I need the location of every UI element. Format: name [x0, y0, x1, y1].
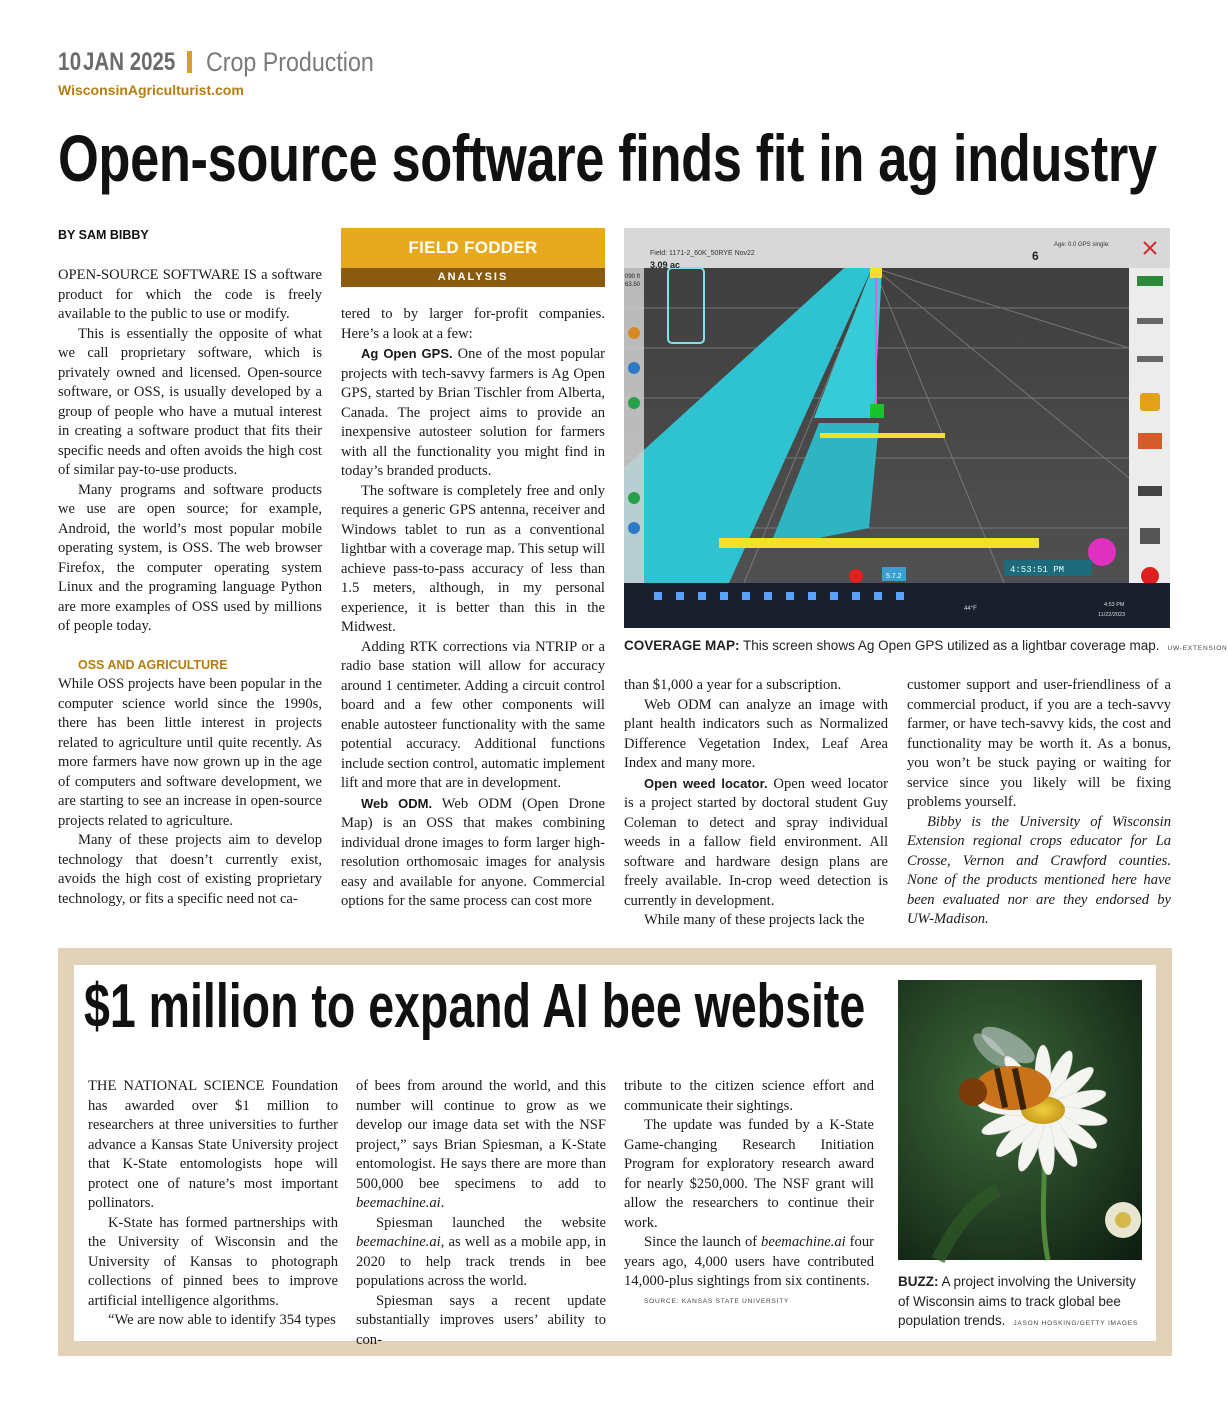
run-in-head: Ag Open GPS. [361, 346, 453, 361]
lead-in: OPEN-SOURCE SOFTWARE IS [58, 267, 257, 283]
bee-column-2 [356, 1077, 606, 1350]
paragraph-text: four years ago, 4,000 users have contributed 14,000-plus sightings from six continents. [624, 1234, 874, 1289]
screen-side-a: 090 ft [625, 274, 641, 280]
gps-screen-illustration [624, 228, 1170, 628]
subhead: OSS AND AGRICULTURE [78, 657, 228, 672]
article-headline: Open-source software finds fit in ag industry [58, 121, 1157, 195]
paragraph: The software is completely free and only requires a generic GPS antenna, receiver and Windows tablet to run as a conventional lightbar with a coverage map. This setup will achieve pass-to-pass accuracy of less than 1.5 meters, although, in my personal experience, it is better than this in the Midwest. [341, 482, 605, 635]
article-column-3 [624, 676, 888, 931]
screen-side-b: 63.50 [625, 282, 641, 288]
caption-label: BUZZ: [898, 1274, 939, 1289]
lead-in: THE NATIONAL SCIENCE [88, 1078, 265, 1094]
figure-caption [624, 638, 1228, 653]
site-url[interactable]: WisconsinAgriculturist.com [58, 82, 244, 98]
caption-text: This screen shows Ag Open GPS utilized as a lightbar coverage map. [739, 638, 1160, 653]
bee-photo [898, 980, 1142, 1260]
paragraph [88, 1077, 338, 1214]
screen-field-label: Field: 1171-2_60K_50RYE Nov22 [650, 250, 755, 257]
paragraph-text: Open weed locator is a project started by doctoral student Guy Coleman to detect and spray individual weeds in a fallow field environment. All software and hardware design plans are freely available. In-crop weed detection is currently in development. [624, 775, 888, 909]
paragraph-text: a software product for which the code is freely available to the public to use or modify. [58, 267, 322, 322]
paragraph [356, 1077, 606, 1214]
paragraph: Many programs and software products we use are open source; for example, Android, the world’s most popular mobile operating system, is OSS. The web browser Firefox, the computer operating system Linux and the programing language Python are more examples of OSS used by millions of people today. [58, 481, 322, 634]
bee-on-flower-illustration [898, 980, 1142, 1260]
paragraph [341, 794, 605, 912]
issue-date: JAN 2025 [82, 47, 176, 76]
caption-label: COVERAGE MAP: [624, 638, 740, 653]
bee-photo-caption [898, 1272, 1148, 1334]
paragraph-text: Since the launch of [644, 1234, 762, 1250]
section-name: Crop Production [206, 46, 375, 77]
coverage-map-photo [624, 228, 1170, 628]
paragraph [356, 1214, 606, 1292]
page-folio [58, 44, 402, 80]
article-column-1 [58, 266, 322, 909]
source-line: SOURCE: KANSAS STATE UNIVERSITY [644, 1297, 790, 1305]
website-link[interactable]: beemachine.ai [356, 1195, 441, 1211]
folio-divider [187, 51, 192, 73]
paragraph: While many of these projects lack the [644, 912, 865, 928]
paragraph-text: . [440, 1195, 445, 1211]
run-in-head: Open weed locator. [644, 775, 768, 791]
sidebar-headline: $1 million to expand AI bee website [84, 972, 866, 1041]
screen-task-date: 11/22/2023 [1098, 612, 1126, 618]
bee-column-3 [624, 1077, 874, 1311]
paragraph-text: , as well as a mobile app, in 2020 to help track trends in bee populations across the world. [356, 1234, 606, 1289]
paragraph: Many of these projects aim to develop technology that doesn’t currently exist, avoids the high cost of existing proprietary technology, or fits a specific need not ca- [58, 832, 322, 907]
banner-title: FIELD FODDER [341, 228, 605, 268]
paragraph: tribute to the citizen science effort and communicate their sightings. [624, 1078, 874, 1114]
paragraph: K-State has formed partnerships with the University of Wisconsin and the University of Kansas to photograph collections of pinned bees to improve artificial intelligence algorithms. [88, 1214, 338, 1309]
website-link[interactable]: beemachine.ai [761, 1234, 846, 1250]
paragraph-text: of bees from around the world, and this number will continue to grow as we develop our image data set with the NSF project,” says Brian Spiesman, a K-State entomologist. He says there are more than 500,000 bee specimens to add to [356, 1078, 606, 1192]
paragraph: Web ODM can analyze an image with plant health indicators such as Normalized Difference Vegetation Index, Leaf Area Index and many more. [624, 696, 888, 771]
paragraph: The update was funded by a K-State Game-changing Research Initiation Program for exploratory research award for nearly $250,000. The NSF grant will allow the researchers to continue their work. [624, 1117, 874, 1231]
bee-column-1 [88, 1077, 338, 1331]
website-link[interactable]: beemachine.ai [356, 1234, 441, 1250]
field-fodder-banner [341, 228, 605, 287]
author-bio: Bibby is the University of Wisconsin Extension regional crops educator for La Crosse, Vernon and Crawford counties. None of the products mentioned here have been evaluated nor are they endorsed by UW-Madison. [907, 813, 1171, 927]
screen-counter: 6 [1032, 249, 1039, 263]
banner-label: ANALYSIS [341, 268, 605, 287]
screen-clock: 4:53:51 PM [1010, 565, 1065, 575]
paragraph [58, 266, 322, 325]
paragraph: This is essentially the opposite of what we call proprietary software, which is privately owned and licensed. Open-source software, or OSS, is usually developed by a group of people who have a mutual interest in creating a software product that fits their specific needs and often avoids the high cost of similar pay-to-use products. [58, 325, 322, 478]
paragraph [341, 344, 605, 482]
photo-credit: JASON HOSKING/GETTY IMAGES [1013, 1320, 1139, 1327]
paragraph: Spiesman says a recent update substantially improves users’ ability to con- [356, 1292, 606, 1348]
paragraph-text: Spiesman launched the website [376, 1214, 606, 1231]
screen-task-time: 4:53 PM [1104, 602, 1125, 608]
article-column-2 [341, 305, 605, 912]
screen-zoom: 5.7.2 [886, 573, 902, 580]
paragraph: customer support and user-friendliness of a commercial product, if you are a tech-savvy farmer, or have tech-savvy kids, the cost and functionality may be worth it. As a bonus, you won’t be stuck paying or waiting for service since you likely will be fixing problems yourself. [907, 677, 1171, 810]
paragraph: While OSS projects have been popular in the computer science world since the 1990s, there has been little interest in projects related to agriculture until quite recently. As more farmers have now grown up in the age of computers and software development, we are starting to see an increase in open-source projects related to agriculture. [58, 676, 322, 829]
screen-gps-status: Age: 0.0 GPS single: [1054, 242, 1110, 248]
photo-credit: UW-EXTENSION [1167, 645, 1228, 652]
caption-text: A project involving the University of Wisconsin aims to track global bee population trends. [898, 1274, 1136, 1328]
run-in-head: Web ODM. [361, 795, 433, 811]
paragraph [624, 1233, 874, 1292]
page-number: 10 [58, 47, 82, 76]
paragraph-text: Web ODM (Open Drone Map) is an OSS that makes combining individual drone images to form larger high-resolution orthomosaic images for analysis easy and available for anyone. Commercial options for the same process can cost more [341, 795, 605, 909]
paragraph-text: One of the most popular projects with tech-savvy farmers is Ag Open GPS, started by Brian Tischler from Alberta, Canada. The project aims to provide an inexpensive autosteer solution for farmers with all the functionality you might find in today’s branded products. [341, 346, 605, 479]
paragraph [624, 774, 888, 912]
paragraph: tered to by larger for-profit companies. Here’s a look at a few: [341, 306, 605, 342]
article-column-4 [907, 676, 1171, 930]
paragraph: Adding RTK corrections via NTRIP or a radio base station will allow for accuracy around 1 centimeter. Adding a circuit control board and a few other components will enable autosteer functionality with the same potential accuracy. Additional functions include section control, automatic implement lift and more that are in development. [341, 638, 605, 791]
screen-temp: 44°F [964, 606, 977, 612]
paragraph: than $1,000 a year for a subscription. [624, 677, 842, 693]
paragraph-text: Foundation has awarded over $1 million to researchers at three universities to further advance a Kansas State University project that K-State entomologists hope will protect one of nature’s most important pollinators. [88, 1078, 339, 1211]
screen-area: 3.09 ac [650, 260, 681, 270]
byline: BY SAM BIBBY [58, 228, 149, 242]
paragraph: “We are now able to identify 354 types [108, 1312, 336, 1328]
